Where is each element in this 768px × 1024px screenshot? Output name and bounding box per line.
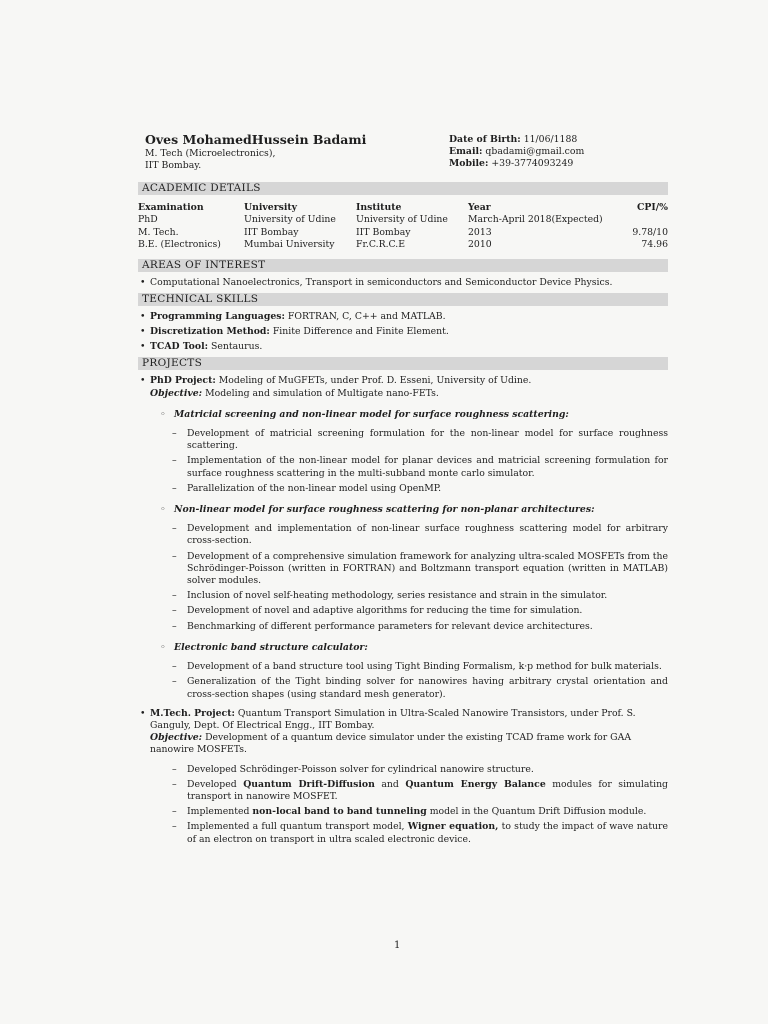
table-cell: IIT Bombay xyxy=(244,226,299,238)
list-item: – Development of a band structure tool using Tight Binding Formalism, k·p method for bulk materials. xyxy=(172,661,668,673)
sub-project-bandstructure xyxy=(150,642,668,654)
table-cell: IIT Bombay xyxy=(356,226,411,238)
table-cell: March-April 2018(Expected) xyxy=(468,214,603,226)
list-item xyxy=(138,341,668,353)
contact-right xyxy=(449,134,584,171)
mobile-label: Mobile: xyxy=(449,158,489,170)
table-cell: Mumbai University xyxy=(244,239,335,251)
list-item xyxy=(138,326,668,338)
list-item: – Benchmarking of different performance parameters for relevant device architectures. xyxy=(172,621,668,633)
list-item xyxy=(172,779,668,803)
table-row xyxy=(138,214,668,226)
skill-text: Sentaurus. xyxy=(211,341,263,353)
email-line xyxy=(449,146,584,158)
table-cell xyxy=(623,214,668,226)
table-cell: 74.96 xyxy=(641,239,668,251)
skill-text: Finite Difference and Finite Element. xyxy=(272,326,449,338)
nonplanar-tasks xyxy=(150,523,668,633)
list-item: – Development of a comprehensive simulation framework for analyzing ultra-scaled MOSFETs from the Schrödinger-Poisson (written in FORTRAN) and Boltzmann transport equation (written in MATLAB) solver modules. xyxy=(172,551,668,588)
degree: M. Tech (Microelectronics), xyxy=(145,148,276,159)
mtech-project-line xyxy=(150,708,668,732)
table-cell: B.E. (Electronics) xyxy=(138,239,221,251)
task-bold: Quantum Drift-Diffusion xyxy=(243,778,375,790)
header xyxy=(138,132,668,180)
sub-title xyxy=(174,642,668,654)
objective-text: Development of a quantum device simulator under the existing TCAD frame work for GAA nanowire MOSFETs. xyxy=(150,732,632,756)
sub-title-text: Matricial screening and non-linear model for surface roughness scattering: xyxy=(174,408,569,420)
section-skills-title: TECHNICAL SKILLS xyxy=(138,293,668,306)
col-cpi: CPI/% xyxy=(637,202,668,213)
table-cell: PhD xyxy=(138,214,158,226)
col-university: University xyxy=(244,202,298,213)
objective-text: Modeling and simulation of Multigate nano-FETs. xyxy=(205,387,439,399)
col-institute: Institute xyxy=(356,202,402,213)
table-cell: 2010 xyxy=(468,239,492,251)
resume-page xyxy=(138,132,668,850)
list-item xyxy=(172,821,668,845)
skill-label: TCAD Tool: xyxy=(150,341,209,353)
task-text: Developed xyxy=(187,778,244,790)
list-item: – Implementation of the non-linear model for planar devices and matricial screening formulation for surface roughness scattering in the multi-subband monte carlo simulator. xyxy=(172,455,668,479)
dob-line xyxy=(449,134,584,146)
sub-title-text: Non-linear model for surface roughness scattering for non-planar architectures: xyxy=(174,504,595,516)
candidate-name: Oves MohamedHussein Badami xyxy=(145,132,367,147)
section-academic-title: ACADEMIC DETAILS xyxy=(138,182,668,195)
list-item: – Generalization of the Tight binding solver for nanowires having arbitrary crystal orientation and cross-section shapes (using standard mesh generator). xyxy=(172,676,668,700)
skill-text: FORTRAN, C, C++ and MATLAB. xyxy=(287,310,446,322)
skills-list xyxy=(138,311,668,354)
objective-label: Objective: xyxy=(150,732,203,744)
section-interest-title: AREAS OF INTEREST xyxy=(138,259,668,272)
skill-label: Discretization Method: xyxy=(150,326,270,338)
sub-project-screening xyxy=(150,409,668,421)
table-row xyxy=(138,227,668,239)
projects-list xyxy=(138,375,668,845)
list-item: – Development of matricial screening formulation for the non-linear model for surface roughness scattering. xyxy=(172,428,668,452)
mobile-value: +39-3774093249 xyxy=(491,158,574,170)
mobile-line xyxy=(449,158,584,170)
phd-project-label: PhD Project: xyxy=(150,375,216,387)
task-text: modules for simulating transport in nanowire MOSFET. xyxy=(187,778,669,802)
objective-label: Objective: xyxy=(150,387,203,399)
task-text: Implemented xyxy=(187,806,253,818)
sub-project-nonplanar xyxy=(150,504,668,516)
table-cell: 2013 xyxy=(468,226,492,238)
table-row xyxy=(138,239,668,251)
email-label: Email: xyxy=(449,146,483,158)
table-cell: University of Udine xyxy=(244,214,336,226)
col-year: Year xyxy=(468,202,491,213)
academic-table xyxy=(138,202,668,252)
phd-project-text: Modeling of MuGFETs, under Prof. D. Esseni, University of Udine. xyxy=(218,375,532,387)
section-projects-title: PROJECTS xyxy=(138,357,668,370)
phd-objective xyxy=(150,388,668,400)
contact-left xyxy=(145,132,366,172)
list-item: • Computational Nanoelectronics, Transport in semiconductors and Semiconductor Device Physics. xyxy=(138,277,668,289)
dob-label: Date of Birth: xyxy=(449,134,521,145)
list-item xyxy=(172,806,668,818)
task-text: and xyxy=(374,778,406,790)
school: IIT Bombay. xyxy=(145,160,202,172)
mtech-project-text: Quantum Transport Simulation in Ultra-Scaled Nanowire Transistors, under Prof. S. Ganguly, Dept. Of Electrical Engg., IIT Bombay. xyxy=(150,707,636,731)
list-item: – Development of novel and adaptive algorithms for reducing the time for simulation. xyxy=(172,605,668,617)
task-text: model in the Quantum Drift Diffusion module. xyxy=(426,806,647,818)
mtech-project xyxy=(138,708,668,846)
interest-list xyxy=(138,277,668,289)
dob-value: 11/06/1188 xyxy=(523,134,578,145)
task-text: to study the impact of wave nature of an electron on transport in ultra scaled electronic device. xyxy=(187,821,668,845)
list-item: – Development and implementation of non-linear surface roughness scattering model for arbitrary cross-section. xyxy=(172,523,668,547)
screening-tasks xyxy=(150,428,668,495)
skill-label: Programming Languages: xyxy=(150,310,285,322)
sub-title xyxy=(174,504,668,516)
list-item: – Parallelization of the non-linear model using OpenMP. xyxy=(172,483,668,495)
sub-title-text: Electronic band structure calculator: xyxy=(174,641,368,653)
mtech-tasks xyxy=(150,764,668,846)
task-bold: Wigner equation, xyxy=(407,821,499,833)
list-item xyxy=(138,311,668,323)
academic-header-row xyxy=(138,202,668,214)
table-cell: 9.78/10 xyxy=(632,226,668,238)
table-cell: Fr.C.R.C.E xyxy=(356,239,406,251)
bandstructure-tasks xyxy=(150,661,668,701)
table-cell: University of Udine xyxy=(356,214,448,226)
email-value: qbadami@gmail.com xyxy=(485,146,585,158)
task-text: Developed Schrödinger-Poisson solver for cylindrical nanowire structure. xyxy=(187,763,534,775)
mtech-objective xyxy=(150,732,668,756)
col-examination: Examination xyxy=(138,202,204,213)
sub-title xyxy=(174,409,668,421)
phd-project xyxy=(138,375,668,700)
mtech-project-label: M.Tech. Project: xyxy=(150,707,235,719)
table-cell: M. Tech. xyxy=(138,226,179,238)
page-number: 1 xyxy=(394,940,401,951)
task-bold: Quantum Energy Balance xyxy=(405,778,546,790)
task-text: Implemented a full quantum transport model, xyxy=(187,821,408,833)
list-item: – Inclusion of novel self-heating methodology, series resistance and strain in the simulator. xyxy=(172,590,668,602)
list-item xyxy=(172,764,668,776)
phd-project-line xyxy=(150,375,668,387)
task-bold: non-local band to band tunneling xyxy=(252,806,427,818)
